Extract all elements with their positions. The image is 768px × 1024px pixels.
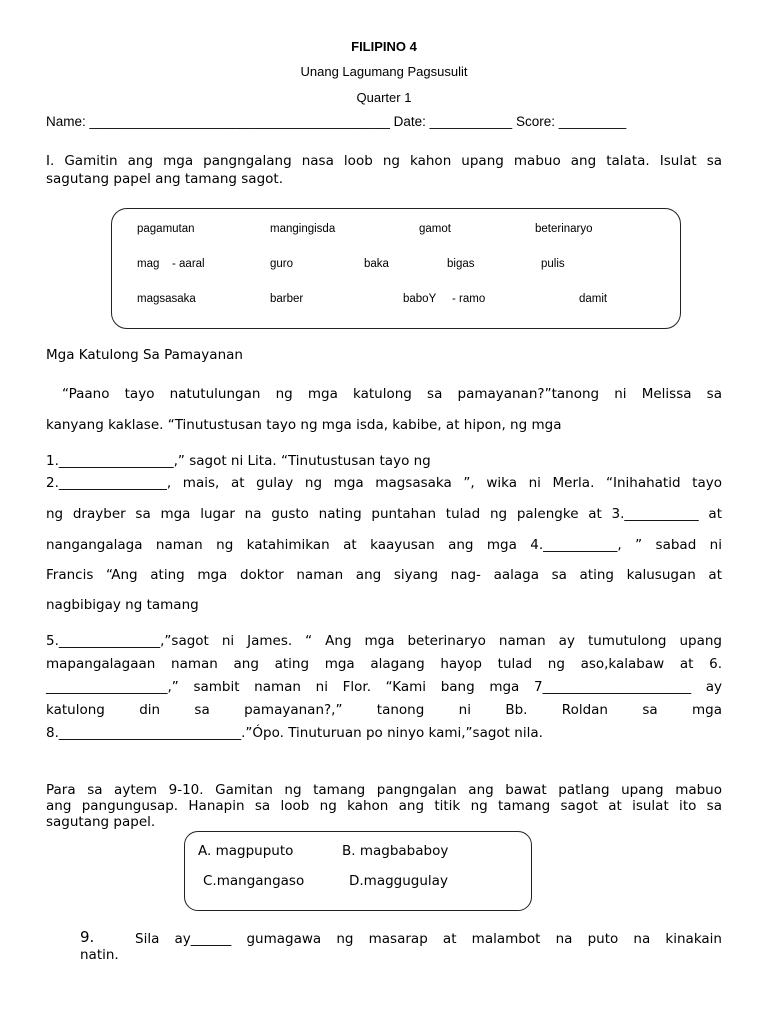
choice-c: C.mangangaso: [203, 873, 305, 889]
story-line-8: nagbibigay ng tamang: [46, 597, 199, 613]
choice-b: B. magbababoy: [342, 843, 449, 859]
word-aaral: - aaral: [172, 258, 205, 270]
exam-title: Unang Lagumang Pagsusulit: [300, 64, 468, 79]
story-line-1: “Paano tayo natutulungan ng mga katulong sa pamayanan?”tanong ni Melissa sa: [62, 386, 722, 402]
instruction-line-1: I. Gamitin ang mga pangngalang nasa loob ng kahon upang mabuo ang talata. Isulat sa: [46, 153, 722, 169]
instruction-line-2: sagutang papel ang tamang sagot.: [46, 171, 283, 187]
word-pagamutan: pagamutan: [137, 223, 195, 235]
part2-line-1: Para sa aytem 9-10. Gamitan ng tamang pangngalan ang bawat patlang upang mabuo: [46, 782, 722, 798]
word-mag: mag: [137, 258, 160, 270]
word-damit: damit: [579, 293, 608, 305]
story-line-6: nangangalaga naman ng katahimikan at kaayusan ang mga 4.___________, ” sabad ni: [46, 537, 722, 553]
subject-title: FILIPINO 4: [351, 39, 417, 54]
story-line-9: 5._______________,”sagot ni James. “ Ang mga beterinaryo naman ay tumutulong upang: [46, 633, 722, 649]
name-date-score-line: Name: ________________________________________ Date: ___________ Score: _________: [46, 114, 627, 129]
word-ramo: - ramo: [452, 293, 486, 305]
item-9-line-2: natin.: [80, 947, 119, 963]
story-line-2: kanyang kaklase. “Tinutustusan tayo ng mga isda, kabibe, at hipon, ng mga: [46, 417, 562, 433]
quarter-label: Quarter 1: [356, 90, 412, 105]
story-line-4: 2.________________, mais, at gulay ng mga magsasaka ”, wika ni Merla. “Inihahatid tayo: [46, 475, 722, 491]
story-line-12: katulong din sa pamayanan?,” tanong ni Bb. Roldan sa mga: [46, 702, 722, 718]
story-line-13: 8.___________________________.”Ópo. Tinuturuan po ninyo kami,”sagot nila.: [46, 725, 543, 741]
story-title: Mga Katulong Sa Pamayanan: [46, 347, 243, 363]
word-beterinaryo: beterinaryo: [535, 223, 593, 235]
word-gamot: gamot: [419, 223, 451, 235]
choice-a: A. magpuputo: [198, 843, 294, 859]
story-line-11: __________________,” sambit naman ni Flor. “Kami bang mga 7______________________ ay: [46, 679, 722, 695]
word-guro: guro: [270, 258, 294, 270]
word-pulis: pulis: [541, 258, 565, 270]
choice-d: D.maggugulay: [349, 873, 448, 889]
word-mangingisda: mangingisda: [270, 223, 336, 235]
story-line-7: Francis “Ang ating mga doktor naman ang siyang nag- aalaga sa ating kalusugan at: [46, 567, 722, 583]
word-barber: barber: [270, 293, 304, 305]
story-line-10: mapangalagaan naman ang ating mga alagang hayop tulad ng aso,kalabaw at 6.: [46, 656, 722, 672]
word-baboy: baboY: [403, 293, 437, 305]
word-magsasaka: magsasaka: [137, 293, 196, 305]
word-baka: baka: [364, 258, 389, 270]
item-9-line-1: Sila ay______ gumagawa ng masarap at malambot na puto na kinakain: [135, 931, 722, 947]
item-9-number: 9.: [80, 928, 95, 946]
part2-line-2: ang pangungusap. Hanapin sa loob ng kahon ang titik ng tamang sagot at isulat ito sa: [46, 798, 722, 814]
story-line-5: ng drayber sa mga lugar na gusto nating puntahan tulad ng palengke at 3.___________ at: [46, 506, 722, 522]
story-line-3: 1._________________,” sagot ni Lita. “Tinutustusan tayo ng: [46, 453, 431, 469]
word-bigas: bigas: [447, 258, 475, 270]
part2-line-3: sagutang papel.: [46, 814, 156, 830]
